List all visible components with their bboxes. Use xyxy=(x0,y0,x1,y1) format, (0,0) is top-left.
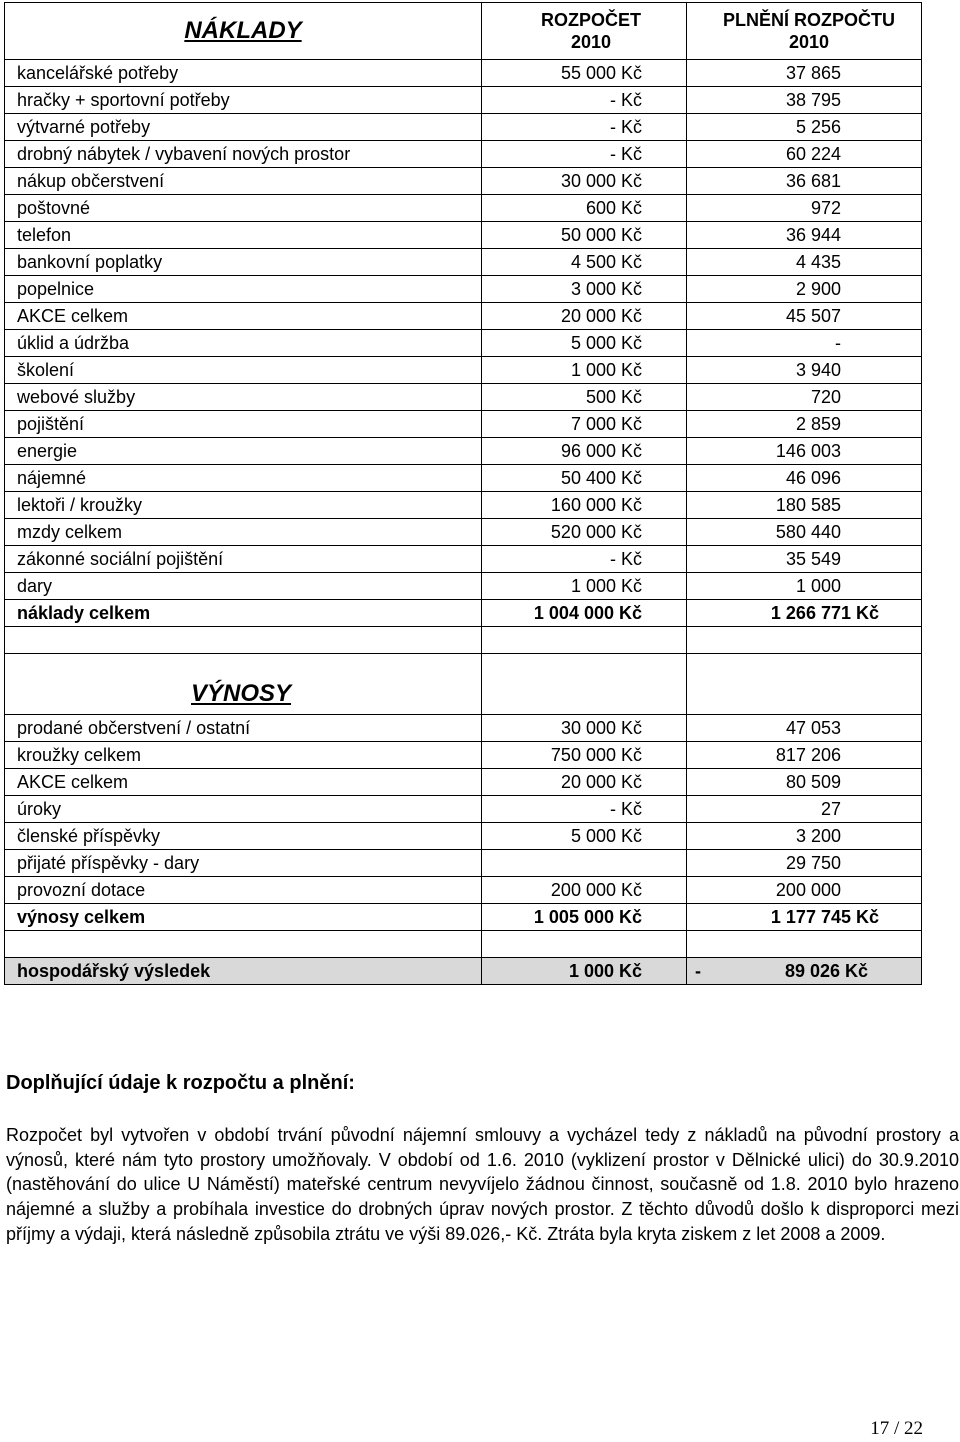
row-actual: 37 865 xyxy=(687,60,922,87)
row-budget: 20 000 Kč xyxy=(482,303,687,330)
row-budget: 4 500 Kč xyxy=(482,249,687,276)
naklady-title: NÁKLADY xyxy=(184,17,302,44)
row-budget: 30 000 Kč xyxy=(482,715,687,742)
table-row xyxy=(5,573,922,600)
row-budget: 520 000 Kč xyxy=(482,519,687,546)
row-budget xyxy=(482,850,687,877)
budget-header-line2: 2010 xyxy=(570,32,612,52)
table-row xyxy=(5,303,922,330)
table-row xyxy=(5,715,922,742)
row-actual: 817 206 xyxy=(687,742,922,769)
row-label: lektoři / kroužky xyxy=(5,492,482,519)
table-header-row xyxy=(5,3,922,60)
table-row xyxy=(5,877,922,904)
result-budget: 1 000 Kč xyxy=(482,958,687,985)
empty-cell xyxy=(687,627,922,654)
row-actual: 36 681 xyxy=(687,168,922,195)
notes-heading: Doplňující údaje k rozpočtu a plnění: xyxy=(6,1072,355,1094)
notes-paragraph: Rozpočet byl vytvořen v období trvání původní nájemní smlouvy a vycházel tedy z nákladů na původní prostory a výnosů, které nám tyto prostory umožňovaly. V období od 1.6. 2010 (vyklizení prostor v Dělnické ulici) do 30.9.2010 (nastěhování do ulice U Náměstí) mateřské centrum nevyvíjelo žádnou činnost, současně od 1.8. 2010 bylo hrazeno nájemné a služby a probíhala investice do drobných úprav nových prostor. Z těchto důvodů došlo k disproporci mezi příjmy a výdaji, která následně způsobila ztrátu ve výši 89.026,- Kč. Ztráta byla kryta ziskem z let 2008 a 2009. xyxy=(6,1125,959,1244)
row-actual: 180 585 xyxy=(687,492,922,519)
row-label: výnosy celkem xyxy=(5,904,482,931)
row-budget: 1 000 Kč xyxy=(482,573,687,600)
row-actual: 1 000 xyxy=(687,573,922,600)
row-budget: 160 000 Kč xyxy=(482,492,687,519)
empty-cell xyxy=(5,627,482,654)
row-budget: 7 000 Kč xyxy=(482,411,687,438)
row-label: bankovní poplatky xyxy=(5,249,482,276)
row-label: telefon xyxy=(5,222,482,249)
table-row xyxy=(5,60,922,87)
row-budget: 20 000 Kč xyxy=(482,769,687,796)
row-label: AKCE celkem xyxy=(5,769,482,796)
empty-cell xyxy=(482,654,687,715)
table-row xyxy=(5,742,922,769)
row-actual: 4 435 xyxy=(687,249,922,276)
row-budget: - Kč xyxy=(482,796,687,823)
result-label: hospodářský výsledek xyxy=(5,958,482,985)
row-budget: 1 000 Kč xyxy=(482,357,687,384)
row-actual: 29 750 xyxy=(687,850,922,877)
empty-cell xyxy=(5,931,482,958)
result-actual-cell xyxy=(687,958,922,985)
row-label: popelnice xyxy=(5,276,482,303)
table-row xyxy=(5,330,922,357)
row-actual: 146 003 xyxy=(687,438,922,465)
row-actual: 47 053 xyxy=(687,715,922,742)
row-label: zákonné sociální pojištění xyxy=(5,546,482,573)
row-budget: 1 004 000 Kč xyxy=(482,600,687,627)
row-actual: 60 224 xyxy=(687,141,922,168)
row-budget: 50 400 Kč xyxy=(482,465,687,492)
table-row xyxy=(5,519,922,546)
row-actual: 2 900 xyxy=(687,276,922,303)
row-label: nájemné xyxy=(5,465,482,492)
row-label: poštovné xyxy=(5,195,482,222)
row-label: provozní dotace xyxy=(5,877,482,904)
page-number: 17 / 22 xyxy=(870,1418,923,1439)
row-label: hračky + sportovní potřeby xyxy=(5,87,482,114)
row-budget: - Kč xyxy=(482,141,687,168)
row-budget: - Kč xyxy=(482,114,687,141)
row-actual: 3 200 xyxy=(687,823,922,850)
row-actual: 35 549 xyxy=(687,546,922,573)
table-row xyxy=(5,87,922,114)
row-actual: 720 xyxy=(687,384,922,411)
row-actual: 972 xyxy=(687,195,922,222)
table-row xyxy=(5,114,922,141)
row-actual: 200 000 xyxy=(687,877,922,904)
row-label: členské příspěvky xyxy=(5,823,482,850)
table-row xyxy=(5,796,922,823)
vynosy-header-cell xyxy=(5,654,482,715)
row-budget: 55 000 Kč xyxy=(482,60,687,87)
row-actual: 36 944 xyxy=(687,222,922,249)
table-row xyxy=(5,546,922,573)
row-label: pojištění xyxy=(5,411,482,438)
row-label: náklady celkem xyxy=(5,600,482,627)
row-label: úklid a údržba xyxy=(5,330,482,357)
notes-section xyxy=(6,1072,959,1247)
table-row xyxy=(5,195,922,222)
result-actual: 89 026 Kč xyxy=(785,960,869,981)
row-actual: 580 440 xyxy=(687,519,922,546)
row-label: mzdy celkem xyxy=(5,519,482,546)
row-label: webové služby xyxy=(5,384,482,411)
naklady-header-cell xyxy=(5,3,482,60)
row-label: dary xyxy=(5,573,482,600)
vynosy-title: VÝNOSY xyxy=(191,680,292,707)
row-budget: - Kč xyxy=(482,87,687,114)
row-budget: 96 000 Kč xyxy=(482,438,687,465)
row-budget: 50 000 Kč xyxy=(482,222,687,249)
row-budget: 3 000 Kč xyxy=(482,276,687,303)
row-actual: 1 177 745 Kč xyxy=(687,904,922,931)
empty-cell xyxy=(482,627,687,654)
row-label: školení xyxy=(5,357,482,384)
row-budget: - Kč xyxy=(482,546,687,573)
naklady-total-row xyxy=(5,600,922,627)
table-row xyxy=(5,850,922,877)
table-row xyxy=(5,222,922,249)
table-row xyxy=(5,357,922,384)
row-actual: 1 266 771 Kč xyxy=(687,600,922,627)
table-row xyxy=(5,823,922,850)
row-label: kancelářské potřeby xyxy=(5,60,482,87)
table-row xyxy=(5,411,922,438)
row-actual: - xyxy=(687,330,922,357)
result-sign: - xyxy=(695,960,701,981)
table-row xyxy=(5,465,922,492)
row-budget: 5 000 Kč xyxy=(482,330,687,357)
result-row xyxy=(5,958,922,985)
row-budget: 30 000 Kč xyxy=(482,168,687,195)
row-label: prodané občerstvení / ostatní xyxy=(5,715,482,742)
row-label: AKCE celkem xyxy=(5,303,482,330)
row-budget: 200 000 Kč xyxy=(482,877,687,904)
table-row xyxy=(5,276,922,303)
table-row xyxy=(5,492,922,519)
vynosy-total-row xyxy=(5,904,922,931)
row-budget: 5 000 Kč xyxy=(482,823,687,850)
empty-cell xyxy=(687,654,922,715)
table-row xyxy=(5,168,922,195)
table-row xyxy=(5,141,922,168)
row-actual: 2 859 xyxy=(687,411,922,438)
row-label: drobný nábytek / vybavení nových prostor xyxy=(5,141,482,168)
table-row xyxy=(5,438,922,465)
row-label: kroužky celkem xyxy=(5,742,482,769)
row-label: výtvarné potřeby xyxy=(5,114,482,141)
actual-header-line2: 2010 xyxy=(788,32,830,52)
row-actual: 46 096 xyxy=(687,465,922,492)
row-budget: 600 Kč xyxy=(482,195,687,222)
row-budget: 500 Kč xyxy=(482,384,687,411)
table-row xyxy=(5,384,922,411)
row-actual: 80 509 xyxy=(687,769,922,796)
table-row xyxy=(5,249,922,276)
spacer-row xyxy=(5,931,922,958)
row-label: úroky xyxy=(5,796,482,823)
table-row xyxy=(5,769,922,796)
row-budget: 1 005 000 Kč xyxy=(482,904,687,931)
row-actual: 38 795 xyxy=(687,87,922,114)
row-label: energie xyxy=(5,438,482,465)
row-label: přijaté příspěvky - dary xyxy=(5,850,482,877)
budget-table xyxy=(4,2,922,985)
vynosy-header-row xyxy=(5,654,922,715)
row-label: nákup občerstvení xyxy=(5,168,482,195)
row-actual: 27 xyxy=(687,796,922,823)
row-actual: 45 507 xyxy=(687,303,922,330)
actual-column-header xyxy=(687,3,922,60)
empty-cell xyxy=(687,931,922,958)
row-actual: 5 256 xyxy=(687,114,922,141)
budget-column-header xyxy=(482,3,687,60)
row-budget: 750 000 Kč xyxy=(482,742,687,769)
budget-header-line1: ROZPOČET xyxy=(540,10,641,30)
actual-header-line1: PLNĚNÍ ROZPOČTU xyxy=(722,10,895,30)
empty-cell xyxy=(482,931,687,958)
spacer-row xyxy=(5,627,922,654)
row-actual: 3 940 xyxy=(687,357,922,384)
